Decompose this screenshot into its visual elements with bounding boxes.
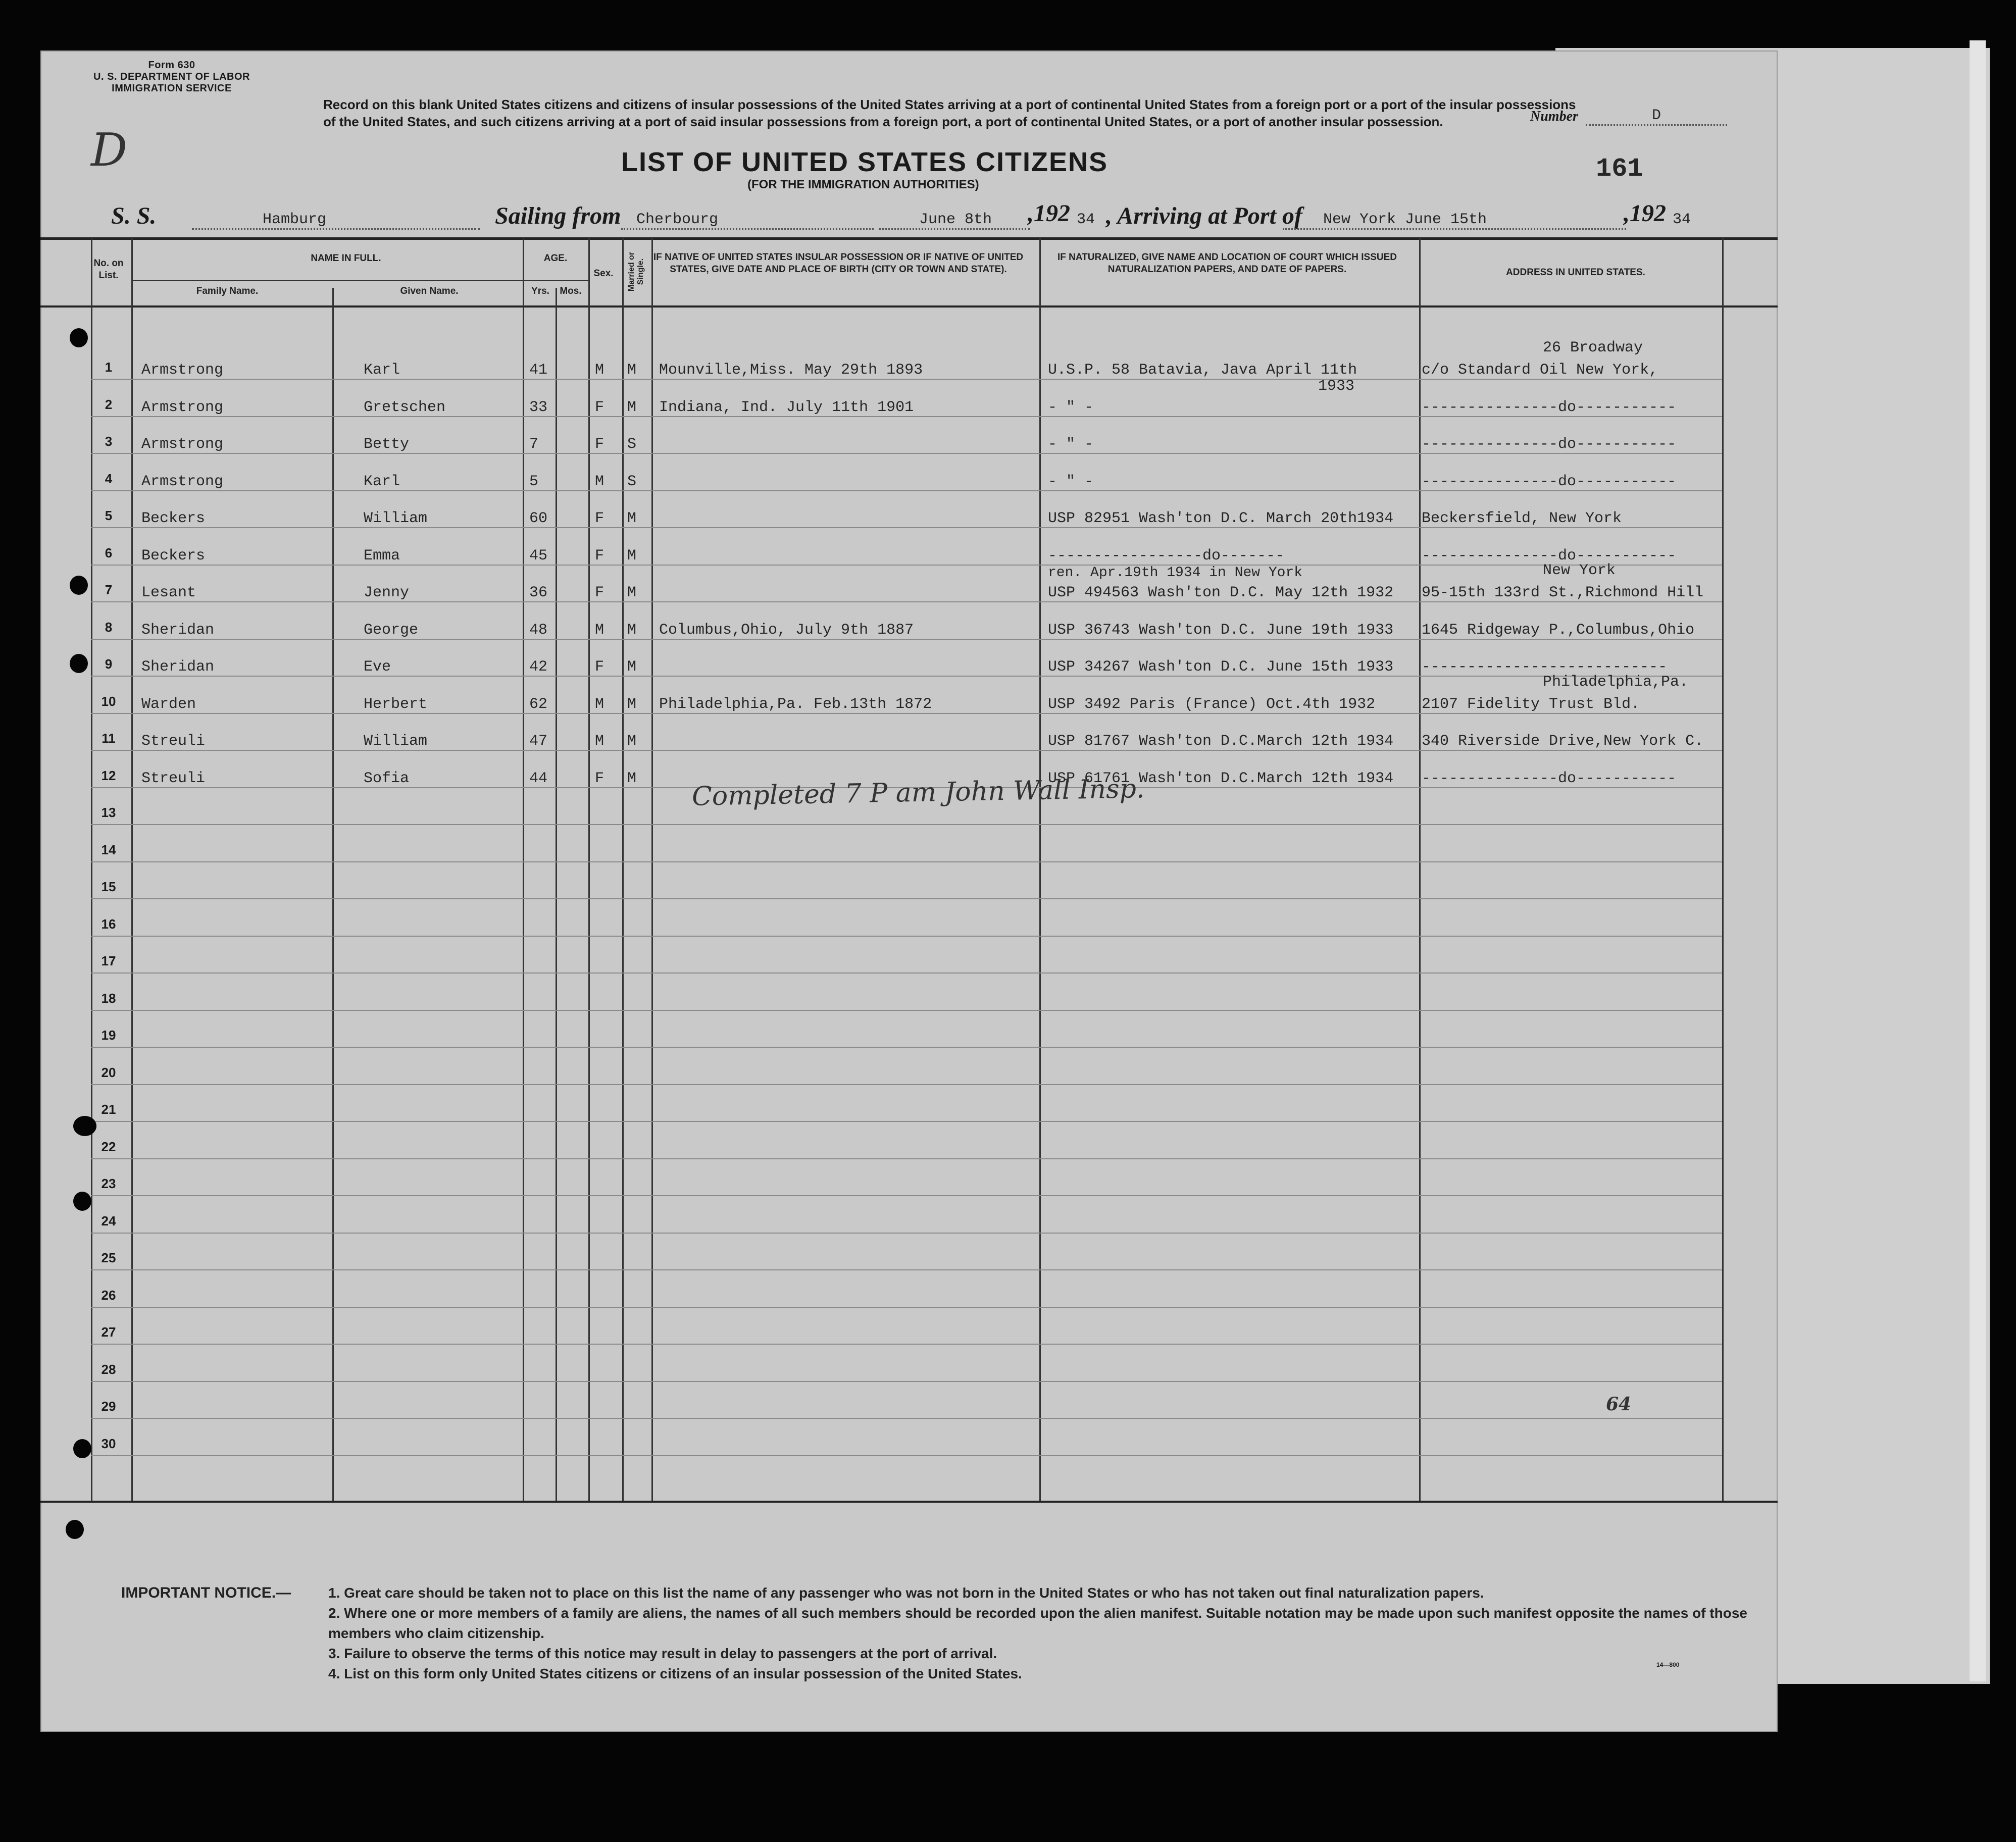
department-name: U. S. DEPARTMENT OF LABOR	[93, 71, 250, 82]
row-rule	[91, 750, 1722, 751]
page-stamp: 161	[1596, 154, 1643, 184]
family-name-cell: Beckers	[141, 510, 206, 527]
age-years-cell: 36	[529, 584, 548, 601]
col-header-sex: Sex.	[593, 268, 614, 279]
column-rule	[131, 238, 133, 1501]
notice-item-2: 2. Where one or more members of a family are aliens, the names of all such members should be recorded upon the alien manifest. Suitable notation may be made upon such manifest opposite the names of those members who claim citizenship.	[328, 1605, 1747, 1641]
page-number-mark: 64	[1606, 1394, 1632, 1415]
marital-status-cell: M	[627, 398, 637, 416]
age-years-cell: 44	[529, 770, 548, 787]
table-top-rule	[40, 237, 1778, 240]
row-rule	[91, 1269, 1722, 1270]
given-name-cell: Karl	[364, 473, 400, 490]
family-name-cell: Lesant	[141, 584, 196, 601]
handwritten-completion-note: Completed 7 P am John Wall Insp.	[691, 774, 1145, 812]
row-rule	[91, 1010, 1722, 1011]
row-number: 13	[101, 805, 116, 820]
family-name-cell: Armstrong	[141, 436, 224, 453]
age-years-cell: 48	[529, 621, 548, 639]
age-years-cell: 7	[529, 436, 539, 453]
sailing-year-suffix: 34	[1077, 211, 1095, 228]
address-line-above: 26 Broadway	[1543, 339, 1643, 356]
family-name-cell: Armstrong	[141, 398, 224, 416]
address-cell: 2107 Fidelity Trust Bld.	[1422, 695, 1640, 713]
sex-cell: F	[595, 584, 604, 601]
table-bottom-rule	[40, 1501, 1778, 1503]
binding-hole	[70, 654, 88, 673]
family-name-cell: Sheridan	[141, 658, 215, 676]
given-name-cell: Emma	[364, 547, 400, 565]
form-sheet	[40, 50, 1778, 1732]
row-rule	[91, 676, 1722, 677]
sex-cell: M	[595, 473, 604, 490]
row-number: 5	[105, 508, 113, 523]
binding-hole	[73, 1192, 91, 1211]
given-name-cell: Gretschen	[364, 398, 446, 416]
marital-status-cell: M	[627, 547, 637, 565]
row-number: 29	[101, 1399, 116, 1414]
sex-cell: F	[595, 658, 604, 676]
column-rule	[651, 238, 653, 1501]
address-cell: 1645 Ridgeway P.,Columbus,Ohio	[1422, 621, 1695, 639]
row-number: 25	[101, 1250, 116, 1265]
row-rule	[91, 1084, 1722, 1085]
row-number: 27	[101, 1324, 116, 1340]
notice-item-1: 1. Great care should be taken not to place on this list the name of any passenger who was not born in the United States or who has not taken out final naturalization papers.	[328, 1585, 1484, 1601]
row-number: 26	[101, 1287, 116, 1303]
address-cell: c/o Standard Oil New York,	[1422, 362, 1658, 379]
row-rule	[91, 1344, 1722, 1345]
sex-cell: F	[595, 510, 604, 527]
page-title: LIST OF UNITED STATES CITIZENS	[621, 147, 1108, 177]
given-name-cell: Jenny	[364, 584, 410, 601]
marital-status-cell: S	[627, 473, 637, 490]
col-header-name-in-full: NAME IN FULL.	[311, 253, 381, 264]
col-header-given: Given Name.	[400, 286, 459, 296]
column-rule	[332, 288, 334, 1501]
row-number: 4	[105, 471, 113, 486]
row-rule	[91, 527, 1722, 528]
naturalization-cell: USP 494563 Wash'ton D.C. May 12th 1932	[1048, 584, 1394, 601]
col-header-naturalized: IF NATURALIZED, GIVE NAME AND LOCATION OF COURT WHICH ISSUED NATURALIZATION PAPERS, AND DATE OF PAPERS.	[1057, 252, 1397, 275]
naturalization-cell: -----------------do-------	[1048, 547, 1285, 565]
address-cell: ---------------do-----------	[1422, 398, 1677, 416]
naturalization-cell: USP 82951 Wash'ton D.C. March 20th1934	[1048, 510, 1394, 527]
age-years-cell: 60	[529, 510, 548, 527]
ss-label: S. S.	[111, 202, 157, 229]
printer-mark: 14—800	[1656, 1661, 1680, 1668]
binding-hole	[73, 1439, 91, 1458]
row-number: 28	[101, 1361, 116, 1377]
service-name: IMMIGRATION SERVICE	[112, 83, 232, 94]
row-number: 7	[105, 582, 113, 597]
age-years-cell: 41	[529, 362, 548, 379]
address-line-above: Philadelphia,Pa.	[1543, 673, 1689, 691]
col-header-birth: IF NATIVE OF UNITED STATES INSULAR POSSESSION OR IF NATIVE OF UNITED STATES, GIVE DATE AND PLACE OF BIRTH (CITY OR TOWN AND STATE).	[653, 252, 1024, 275]
row-number: 24	[101, 1213, 116, 1229]
binding-hole	[66, 1520, 84, 1539]
row-number: 23	[101, 1176, 116, 1191]
naturalization-cell: USP 61761 Wash'ton D.C.March 12th 1934	[1048, 770, 1394, 787]
row-rule	[91, 601, 1722, 602]
family-name-cell: Sheridan	[141, 621, 215, 639]
sex-cell: M	[595, 733, 604, 750]
birthplace-cell: Indiana, Ind. July 11th 1901	[659, 398, 914, 416]
marital-status-cell: M	[627, 510, 637, 527]
sailing-date: June 8th	[879, 211, 1030, 230]
address-cell: Beckersfield, New York	[1422, 510, 1622, 527]
row-number: 15	[101, 879, 116, 894]
row-number: 16	[101, 916, 116, 932]
number-label: Number	[1530, 109, 1578, 124]
row-rule	[91, 824, 1722, 825]
sex-cell: F	[595, 770, 604, 787]
column-rule	[523, 238, 524, 1501]
column-rule	[91, 238, 92, 1501]
col-header-age: AGE.	[543, 253, 568, 264]
row-number: 11	[102, 731, 116, 746]
row-rule	[91, 973, 1722, 974]
given-name-cell: Betty	[364, 436, 410, 453]
row-number: 20	[101, 1064, 116, 1080]
family-name-cell: Streuli	[141, 733, 206, 750]
col-header-yrs: Yrs.	[531, 286, 549, 296]
address-cell: ---------------do-----------	[1422, 547, 1677, 565]
form-id	[81, 60, 263, 94]
col-header-married: Married or Single.	[627, 251, 645, 292]
naturalization-year-cell: 1933	[1318, 378, 1355, 395]
ship-name: Hamburg	[192, 211, 480, 230]
naturalization-cell: U.S.P. 58 Batavia, Java April 11th	[1048, 362, 1357, 379]
row-rule	[91, 1307, 1722, 1308]
address-cell: 340 Riverside Drive,New York C.	[1422, 733, 1704, 750]
row-rule	[91, 1158, 1722, 1159]
row-number: 18	[101, 990, 116, 1006]
binding-hole	[70, 328, 88, 347]
arriving-label: , Arriving at Port of	[1106, 202, 1302, 229]
header-subrule	[131, 280, 523, 281]
binding-hole	[73, 1116, 96, 1136]
address-cell: ---------------------------	[1422, 658, 1668, 676]
row-rule	[91, 861, 1722, 862]
sailing-port: Cherbourg	[621, 211, 874, 230]
given-name-cell: Eve	[364, 658, 391, 676]
row-rule	[91, 1195, 1722, 1196]
row-number: 19	[101, 1028, 116, 1043]
given-name-cell: George	[364, 621, 419, 639]
row-rule	[91, 453, 1722, 454]
family-name-cell: Beckers	[141, 547, 206, 565]
row-number: 22	[101, 1139, 116, 1154]
corner-handwritten-mark: D	[91, 124, 128, 177]
arriving-port-date: New York June 15th	[1283, 211, 1626, 230]
row-rule	[91, 1455, 1722, 1456]
address-cell: 95-15th 133rd St.,Richmond Hill	[1422, 584, 1704, 601]
naturalization-cell: USP 36743 Wash'ton D.C. June 19th 1933	[1048, 621, 1394, 639]
binding-hole	[70, 576, 88, 595]
row-rule	[91, 416, 1722, 417]
age-years-cell: 33	[529, 398, 548, 416]
row-rule	[91, 379, 1722, 380]
given-name-cell: William	[364, 510, 428, 527]
row-rule	[91, 936, 1722, 937]
marital-status-cell: M	[627, 584, 637, 601]
row-rule	[91, 713, 1722, 714]
row-number: 21	[101, 1102, 116, 1117]
col-header-mos: Mos.	[560, 286, 582, 296]
row-rule	[91, 898, 1722, 899]
column-rule	[1419, 238, 1421, 1501]
page-subtitle: (FOR THE IMMIGRATION AUTHORITIES)	[747, 178, 979, 191]
sex-cell: F	[595, 398, 604, 416]
sex-cell: M	[595, 695, 604, 713]
row-rule	[91, 639, 1722, 640]
family-name-cell: Armstrong	[141, 473, 224, 490]
sex-cell: M	[595, 621, 604, 639]
row-number: 3	[105, 434, 113, 449]
col-header-no: No. on List.	[93, 258, 124, 281]
row-number: 10	[101, 693, 116, 709]
row-rule	[91, 565, 1722, 566]
row-number: 17	[101, 953, 116, 968]
row-rule	[91, 1381, 1722, 1382]
column-rule	[556, 288, 557, 1501]
marital-status-cell: M	[627, 770, 637, 787]
row-number: 6	[105, 545, 113, 560]
column-rule	[1039, 238, 1041, 1501]
age-years-cell: 62	[529, 695, 548, 713]
notice-heading: IMPORTANT NOTICE.—	[121, 1584, 291, 1601]
notice-items	[328, 1583, 1762, 1684]
given-name-cell: William	[364, 733, 428, 750]
given-name-cell: Karl	[364, 362, 400, 379]
birthplace-cell: Columbus,Ohio, July 9th 1887	[659, 621, 914, 639]
column-rule	[1722, 238, 1724, 1501]
naturalization-cell: - " -	[1048, 398, 1094, 416]
arriving-year-suffix: 34	[1673, 211, 1691, 228]
naturalization-cell: USP 81767 Wash'ton D.C.March 12th 1934	[1048, 733, 1394, 750]
family-name-cell: Warden	[141, 695, 196, 713]
row-rule	[91, 1121, 1722, 1122]
age-years-cell: 45	[529, 547, 548, 565]
marital-status-cell: M	[627, 621, 637, 639]
naturalization-cell: - " -	[1048, 436, 1094, 453]
row-number: 14	[101, 842, 116, 857]
row-number: 30	[101, 1436, 116, 1451]
address-line-above: New York	[1543, 562, 1616, 579]
marital-status-cell: M	[627, 658, 637, 676]
naturalization-cell: USP 3492 Paris (France) Oct.4th 1932	[1048, 695, 1376, 713]
row-rule	[91, 1418, 1722, 1419]
row-number: 9	[105, 656, 113, 672]
arriving-year-prefix: ,192	[1624, 200, 1666, 227]
naturalization-cell: USP 34267 Wash'ton D.C. June 15th 1933	[1048, 658, 1394, 676]
age-years-cell: 5	[529, 473, 539, 490]
form-number: Form 630	[148, 60, 195, 71]
col-header-address: ADDRESS IN UNITED STATES.	[1506, 267, 1645, 278]
column-rule	[622, 238, 624, 1501]
naturalization-note-cell: ren. Apr.19th 1934 in New York	[1048, 565, 1303, 581]
marital-status-cell: M	[627, 695, 637, 713]
header-subrule	[523, 280, 588, 281]
instructions-text: Record on this blank United States citizens and citizens of insular possessions of the United States arriving at a port of continental United States from a foreign port or a port of the insular possessions of the United States, and such citizens arriving at a port of said insular possessions from a foreign port, a port of continental United States, or a port of another insular possession.	[323, 97, 1576, 129]
given-name-cell: Sofia	[364, 770, 410, 787]
notice-item-4: 4. List on this form only United States citizens or citizens of an insular possession of the United States.	[328, 1666, 1022, 1681]
row-rule	[91, 490, 1722, 491]
address-cell: ---------------do-----------	[1422, 473, 1677, 490]
number-value: D	[1586, 107, 1727, 126]
family-name-cell: Streuli	[141, 770, 206, 787]
column-rule	[588, 238, 590, 1501]
row-rule	[91, 1233, 1722, 1234]
birthplace-cell: Mounville,Miss. May 29th 1893	[659, 362, 923, 379]
marital-status-cell: M	[627, 733, 637, 750]
naturalization-cell: - " -	[1048, 473, 1094, 490]
sailing-label: Sailing from	[495, 202, 621, 229]
age-years-cell: 47	[529, 733, 548, 750]
sex-cell: F	[595, 436, 604, 453]
row-number: 1	[105, 360, 113, 375]
marital-status-cell: M	[627, 362, 637, 379]
sailing-year-prefix: ,192	[1028, 200, 1070, 227]
family-name-cell: Armstrong	[141, 362, 224, 379]
sex-cell: M	[595, 362, 604, 379]
given-name-cell: Herbert	[364, 695, 428, 713]
address-cell: ---------------do-----------	[1422, 436, 1677, 453]
marital-status-cell: S	[627, 436, 637, 453]
birthplace-cell: Philadelphia,Pa. Feb.13th 1872	[659, 695, 932, 713]
row-number: 2	[105, 396, 113, 412]
age-years-cell: 42	[529, 658, 548, 676]
row-rule	[91, 1047, 1722, 1048]
col-header-family: Family Name.	[196, 286, 259, 296]
address-cell: ---------------do-----------	[1422, 770, 1677, 787]
table-header-rule	[40, 305, 1778, 308]
row-number: 8	[105, 619, 113, 635]
underlying-page-edge	[1970, 40, 1986, 1681]
sex-cell: F	[595, 547, 604, 565]
notice-item-3: 3. Failure to observe the terms of this notice may result in delay to passengers at the port of arrival.	[328, 1646, 997, 1661]
row-number: 12	[101, 768, 116, 783]
